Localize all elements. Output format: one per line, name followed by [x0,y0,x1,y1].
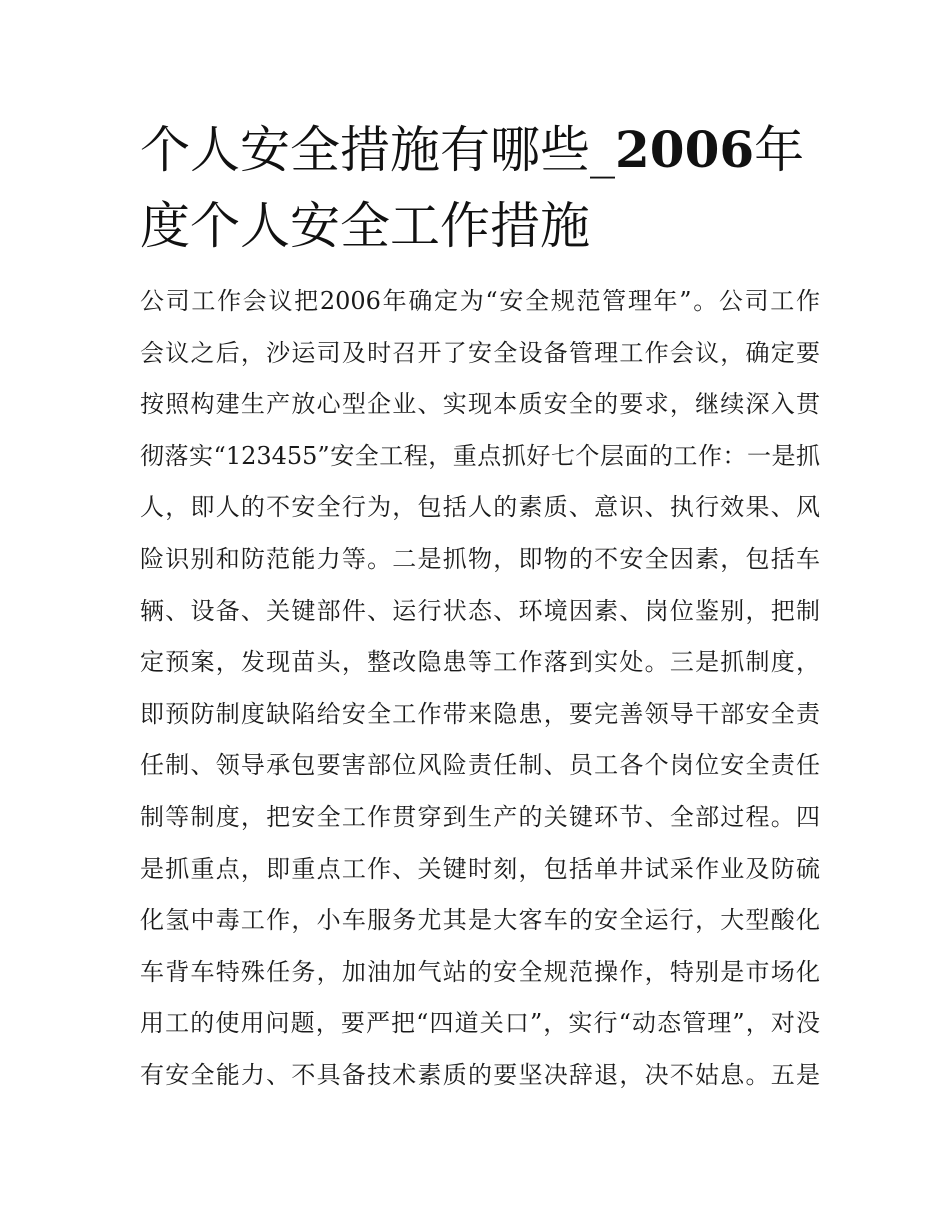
body-line: 辆、设备、关键部件、运行状态、环境因素、岗位鉴别，把制 [140,596,820,625]
body-line: 定预案，发现苗头，整改隐患等工作落到实处。三是抓制度， [140,648,820,677]
title-year: 2006 [615,120,755,179]
body-line: 车背车特殊任务，加油加气站的安全规范操作，特别是市场化 [140,957,820,986]
body-line: 化氢中毒工作，小车服务尤其是大客车的安全运行，大型酸化 [140,906,820,935]
body-line: 是抓重点，即重点工作、关键时刻，包括单井试采作业及防硫 [140,854,820,883]
body-line: 按照构建生产放心型企业、实现本质安全的要求，继续深入贯 [140,390,820,419]
body-line: 制等制度，把安全工作贯穿到生产的关键环节、全部过程。四 [140,802,820,831]
title-text-part1: 个人安全措施有哪些_ [140,121,615,179]
body-line: 彻落实“123455”安全工程，重点抓好七个层面的工作：一是抓 [140,441,820,470]
body-line: 即预防制度缺陷给安全工作带来隐患，要完善领导干部安全责 [140,699,820,728]
title-text-part2: 年 [754,121,805,179]
body-line: 公司工作会议把2006年确定为“安全规范管理年”。公司工作 [140,287,820,315]
body-line: 人，即人的不安全行为，包括人的素质、意识、执行效果、风 [140,493,820,522]
body-line: 会议之后，沙运司及时召开了安全设备管理工作会议，确定要 [140,338,820,367]
body-line: 有安全能力、不具备技术素质的要坚决辞退，决不姑息。五是 [140,1060,820,1089]
document-body [140,280,820,1106]
body-line: 险识别和防范能力等。二是抓物，即物的不安全因素，包括车 [140,544,820,573]
body-line: 用工的使用问题，要严把“四道关口”，实行“动态管理”，对没 [140,1009,820,1038]
document-title [140,112,820,264]
body-line: 任制、领导承包要害部位风险责任制、员工各个岗位安全责任 [140,751,820,780]
title-text-line2: 度个人安全工作措施 [140,197,590,255]
